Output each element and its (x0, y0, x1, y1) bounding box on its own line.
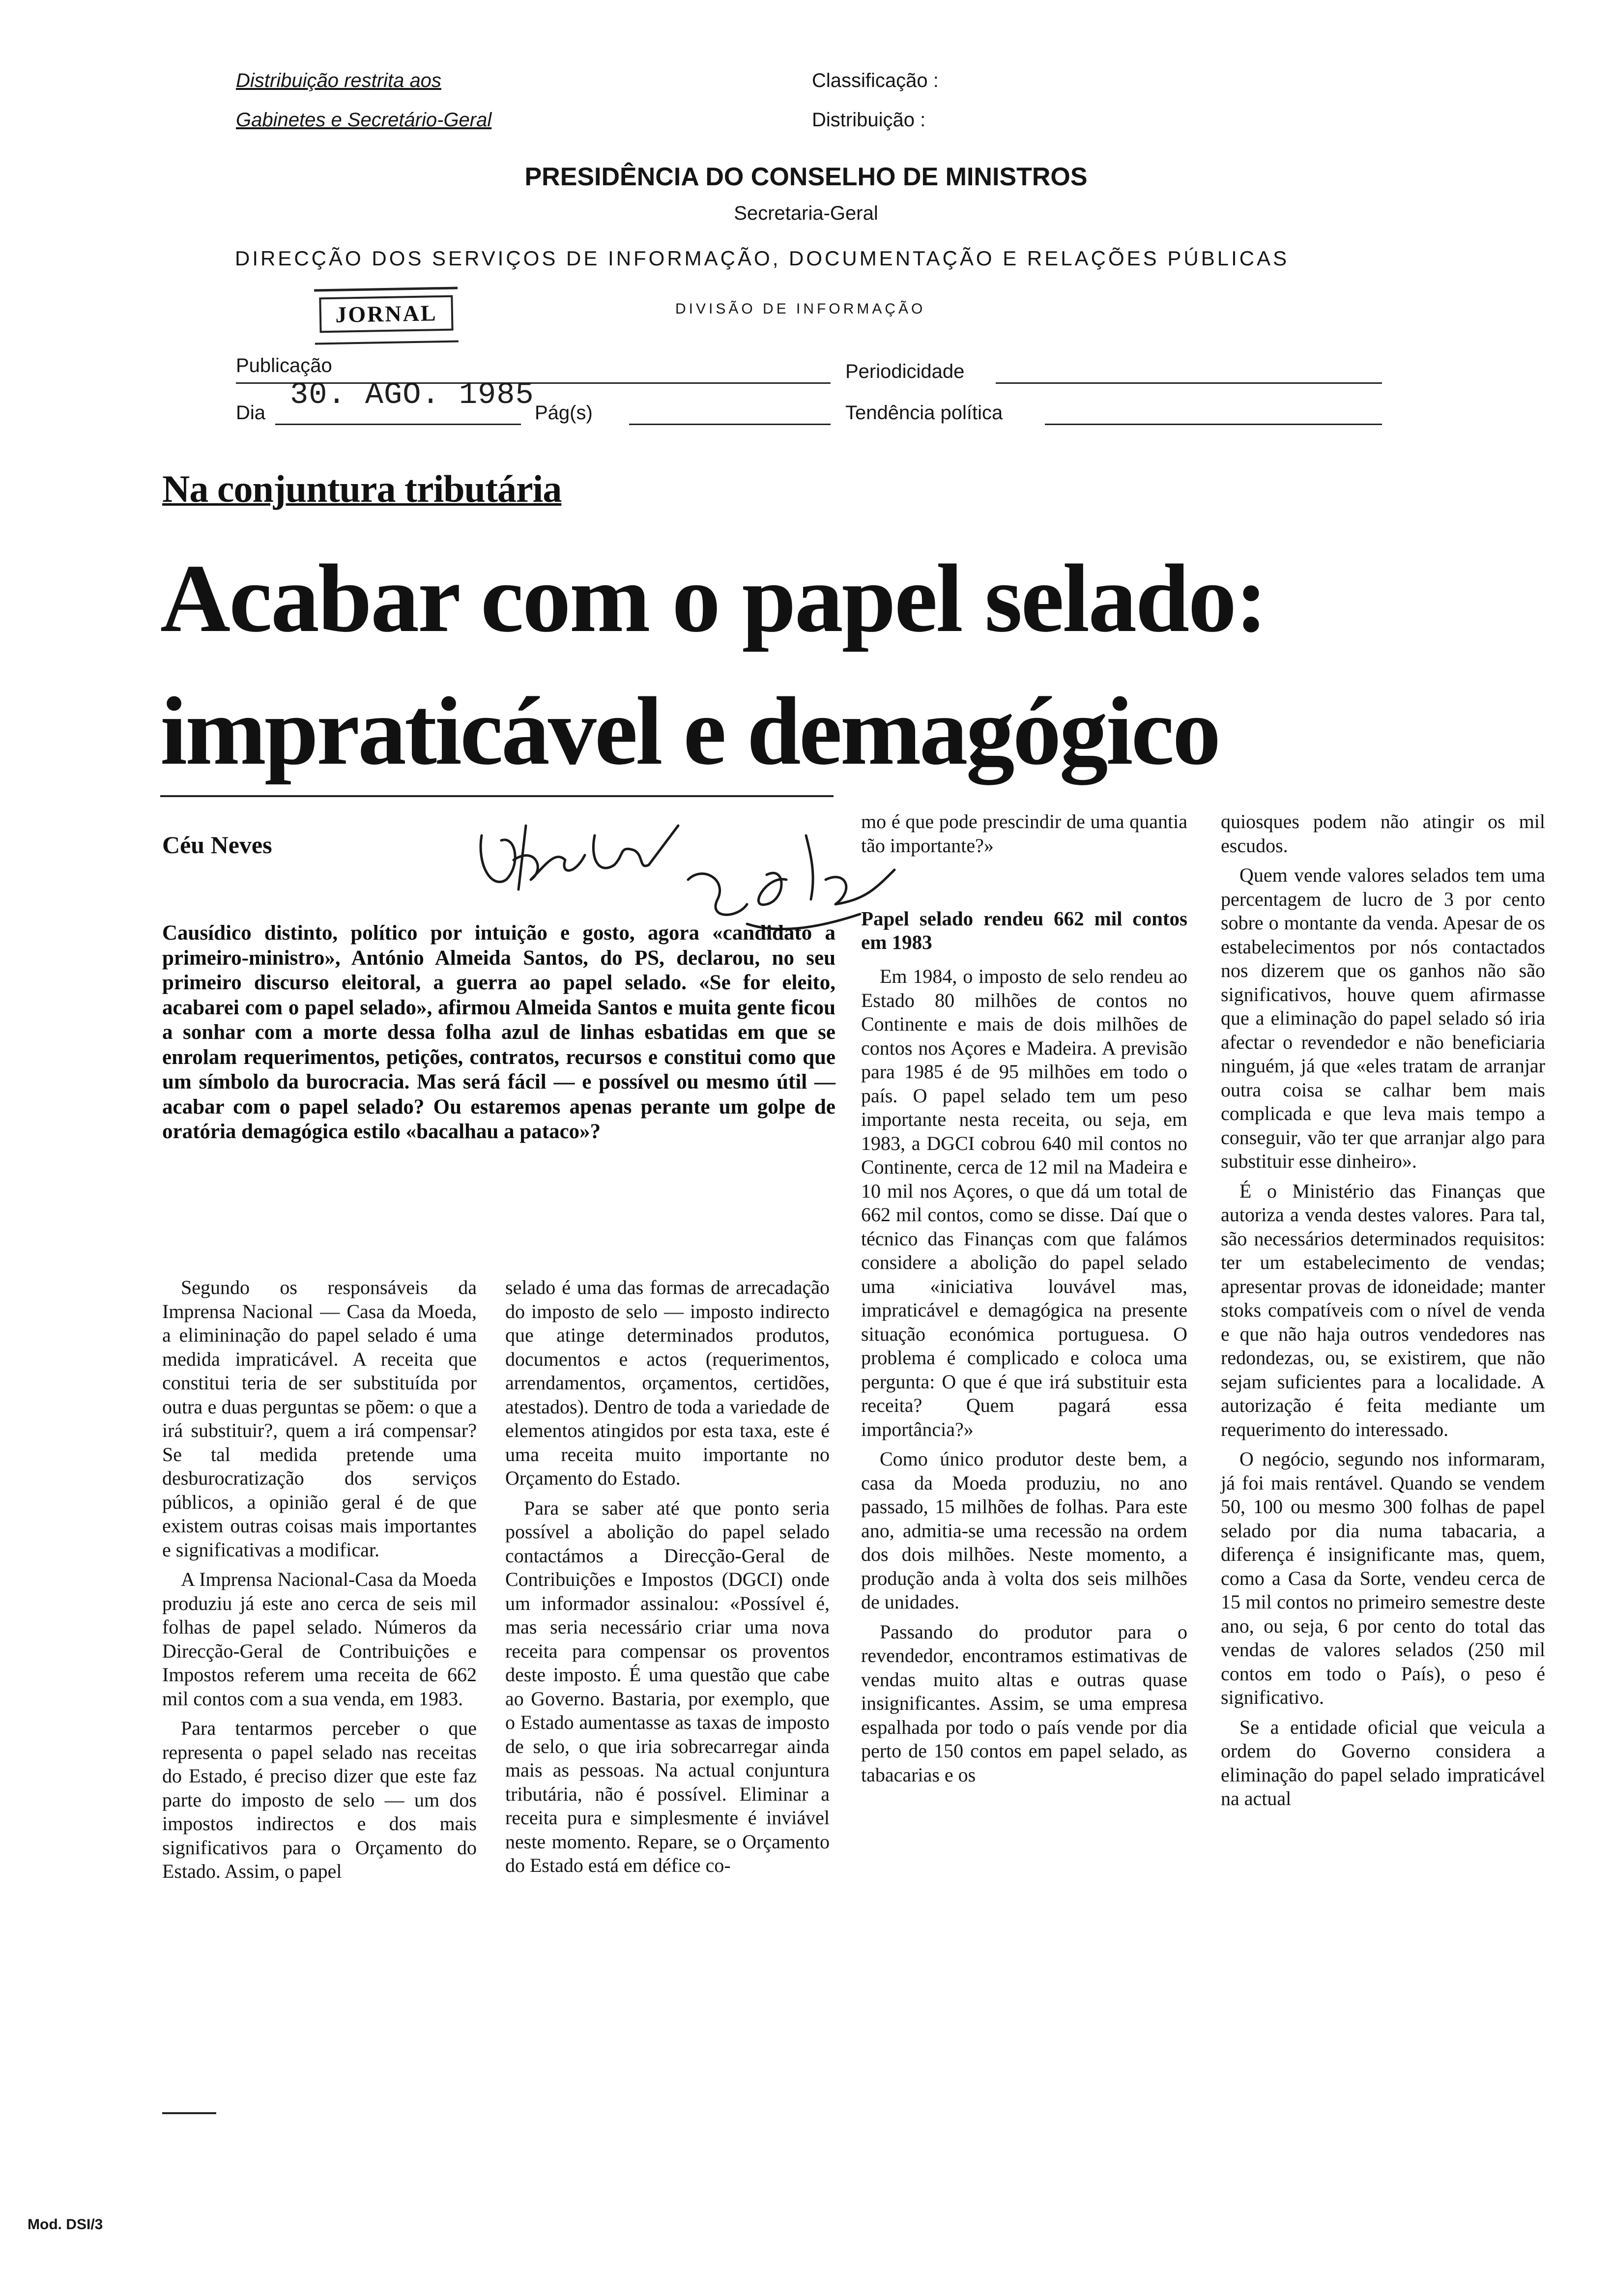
classification-label: Classificação : (812, 70, 939, 91)
col4-paragraph: quiosques podem não atingir os mil escudos. (1221, 810, 1545, 857)
pages-label: Pág(s) (535, 402, 593, 424)
col1-paragraph: A Imprensa Nacional-Casa da Moeda produziu já este ano cerca de seis mil folhas de papel selado. Números da Direcção-Geral de Contribuições e Impostos referem uma receita de 662 mil contos com a sua venda, em 1983. (162, 1568, 477, 1710)
handwritten-note (472, 806, 914, 934)
lead-paragraph: Causídico distinto, político por intuição e gosto, agora «candidato a primeiro-ministro», António Almeida Santos, do PS, declarou, no seu primeiro discurso eleitoral, a guerra ao papel selado. «Se for eleito, acabarei com o papel selado», afirmou Almeida Santos e muita gente ficou a sonhar com a morte dessa folha azul de linhas esbatidas em que se enrolam requerimentos, petições, contratos, recursos e constitui como que um símbolo da burocracia. Mas será fácil — e possível ou mesmo útil — acabar com o papel selado? Ou estaremos apenas perante um golpe de oratória demagógica estilo «bacalhau a pataco»? (162, 921, 835, 1143)
political-line (1045, 424, 1382, 425)
kicker: Na conjuntura tributária (162, 467, 562, 510)
day-label: Dia (236, 402, 266, 424)
col3-paragraph: Em 1984, o imposto de selo rendeu ao Estado 80 milhões de contos no Continente e mais de dois milhões de contos nos Açores e Madeira. A previsão para 1985 é de 95 milhões em todo o país. O papel selado tem um peso importante nesta receita, ou seja, em 1983, a DGCI cobrou 640 mil contos no Continente, cerca de 12 mil na Madeira e 10 mil nos Açores, o que dá um total de 662 mil contos, como se disse. Daí que o técnico das Finanças com que falámos considere a abolição do papel selado uma «iniciativa louvável mas, impraticável e demagógica na presente situação económica portuguesa. O problema é complicado e coloca uma pergunta: O que é que irá substituir esta receita? Quem pagará essa importância?» (861, 965, 1187, 1440)
directorate: DIRECÇÃO DOS SERVIÇOS DE INFORMAÇÃO, DOCUMENTAÇÃO E RELAÇÕES PÚBLICAS (235, 247, 1290, 270)
col3-top-paragraph: mo é que pode prescindir de uma quantia tão importante?» (861, 810, 1187, 857)
col2-paragraph: selado é uma das formas de arrecadação do imposto de selo — imposto indirecto que atinge determinados produtos, documentos e actos (requerimentos, arrendamentos, orçamentos, certidões, atestados). Dentro de toda a variedade de elementos atingidos por esta taxa, este é uma receita muito importante no Orçamento do Estado. (505, 1276, 830, 1489)
distribution-label: Distribuição : (812, 109, 926, 131)
jornal-stamp (314, 287, 459, 344)
secretariat: Secretaria-Geral (734, 202, 878, 224)
col1-paragraph: Segundo os responsáveis da Imprensa Nacional — Casa da Moeda, a elimininação do papel selado é uma medida impraticável. A receita que constitui teria de ser substituída por outra e duas perguntas se põem: o que a irá substituir?, quem a irá compensar? Se tal medida pretende uma desburocratização dos serviços públicos, a opinião geral é de que existem outras coisas mais importantes e significativas a modificar. (162, 1276, 477, 1561)
org-title: PRESIDÊNCIA DO CONSELHO DE MINISTROS (524, 163, 1088, 191)
col3-subheading: Papel selado rendeu 662 mil contos em 1983 (861, 907, 1187, 953)
col3-paragraph: Como único produtor deste bem, a casa da Moeda produziu, no ano passado, 15 milhões de folhas. Para este ano, admitia-se uma recessão na ordem dos dois milhões. Neste momento, a produção anda à volta dos seis milhões de unidades. (861, 1448, 1187, 1613)
political-label: Tendência política (845, 402, 1003, 424)
pages-line (629, 424, 831, 425)
distribution-restricted-line1: Distribuição restrita aos (236, 70, 441, 91)
col1-paragraph: Para tentarmos perceber o que representa o papel selado nas receitas do Estado, é preciso dizer que este faz parte do imposto de selo — um dos impostos indirectos e dos mais significativos para o Orçamento do Estado. Assim, o papel (162, 1717, 477, 1882)
jornal-stamp-text: JORNAL (319, 295, 453, 333)
column-4 (1221, 810, 1545, 1817)
headline-line2: impraticável e demagógico (160, 677, 1219, 785)
col4-paragraph: Quem vende valores selados tem uma percentagem de lucro de 3 por cento sobre o montante da venda. Apesar de os estabelecimentos por nós contactados nos dizerem que os ganhos não são significativos, houve quem afirmasse que a eliminação do papel selado só iria afectar o revendedor e não beneficiaria ninguém, já que «eles tratam de arranjar outra coisa se calhar bem mais complicada e que leva mais tempo a conseguir, vão ter que arranjar algo para substituir esse dinheiro». (1221, 864, 1545, 1172)
column-2 (505, 1276, 830, 1884)
division: DIVISÃO DE INFORMAÇÃO (675, 301, 926, 317)
column-3 (861, 810, 1187, 1793)
col4-paragraph: Se a entidade oficial que veicula a ordem do Governo considera a eliminação do papel selado impraticável na actual (1221, 1716, 1545, 1809)
form-code: Mod. DSI/3 (28, 2216, 103, 2233)
column-1 (162, 1276, 477, 1890)
headline-line1: Acabar com o papel selado: (160, 545, 1267, 652)
end-rule (162, 2112, 216, 2114)
col2-paragraph: Para se saber até que ponto seria possível a abolição do papel selado contactámos a Direcção-Geral de Contribuições e Impostos (DGCI) onde um informador assinalou: «Possível é, mas seria necessário criar uma nova receita para compensar os proventos deste imposto. É uma questão que cabe ao Governo. Bastaria, por exemplo, que o Estado aumentasse as taxas de imposto de selo, o que iria sobrecarregar ainda mais as pessoas. Na actual conjuntura tributária, não é possível. Eliminar a receita pura e simplesmente é inviável neste momento. Repare, se o Orçamento do Estado está em défice co- (505, 1496, 830, 1876)
publication-label: Publicação (236, 355, 332, 376)
col4-paragraph: É o Ministério das Finanças que autoriza a venda destes valores. Para tal, são necessários determinados requisitos: ter um estabelecimento de vendas; apresentar provas de idoneidade; manter stoks compatíveis com o nível de venda e que não haja outros vendedores nas redondezas, ou, se existirem, que não sejam suficientes para a localidade. A autorização é feita mediante um requerimento do interessado. (1221, 1179, 1545, 1440)
periodicity-label: Periodicidade (845, 361, 965, 382)
date-stamp: 30. AGO. 1985 (290, 377, 534, 412)
headline-rule (160, 795, 834, 797)
col4-paragraph: O negócio, segundo nos informaram, já foi mais rentável. Quando se vendem 50, 100 ou mesmo 300 folhas de papel selado por dia numa tabacaria, a diferença é insignificante mas, quem, como a Casa da Sorte, vendeu cerca de 15 mil contos no primeiro semestre deste ano, ou seja, 6 por cento do total das vendas de valores selados (250 mil contos em todo o País), o peso é significativo. (1221, 1448, 1545, 1708)
day-line (275, 424, 521, 425)
distribution-restricted-line2: Gabinetes e Secretário-Geral (236, 109, 492, 131)
col3-paragraph: Passando do produtor para o revendedor, encontramos estimativas de vendas muito altas e outras quase insignificantes. Assim, se uma empresa espalhada por todo o país vende por dia perto de 150 contos em papel selado, as tabacarias e os (861, 1620, 1187, 1786)
byline: Céu Neves (162, 831, 272, 859)
periodicity-line (996, 382, 1382, 384)
